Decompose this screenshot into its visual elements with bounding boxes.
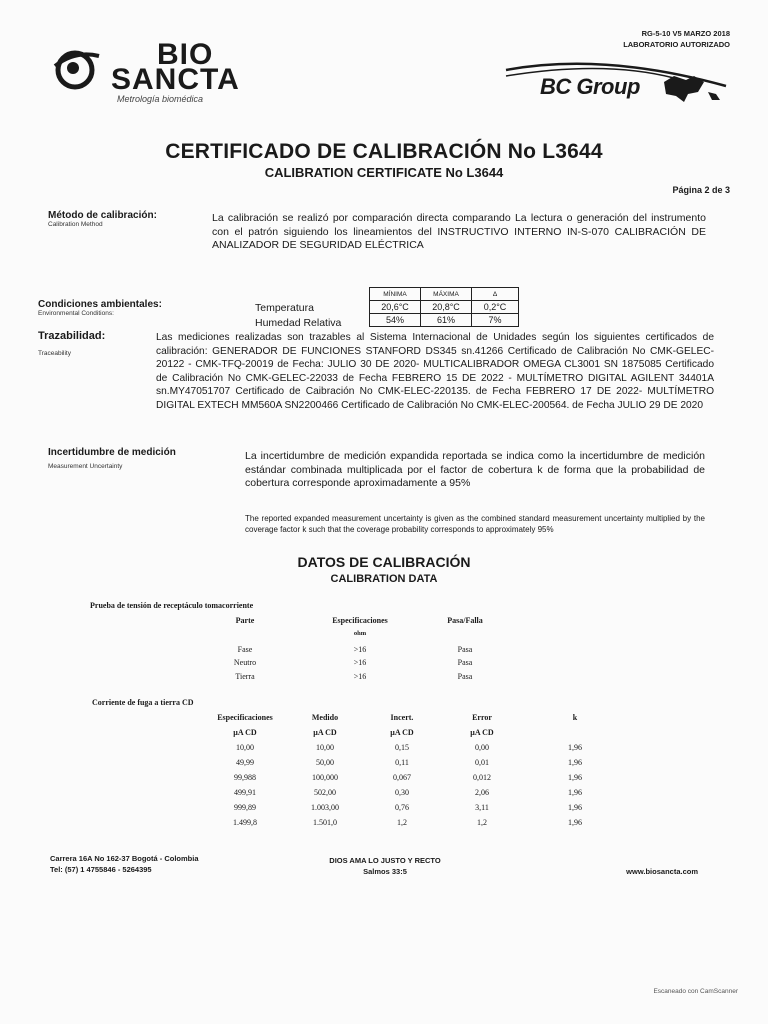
logo-tagline: Metrología biomédica	[117, 94, 204, 104]
doc-code-block	[623, 28, 730, 50]
table2-row5-spec: 1.499,8	[233, 818, 257, 827]
cond-row-name-1: Humedad Relativa	[255, 317, 342, 329]
table2-row1-uncert: 0,11	[395, 758, 409, 767]
table2-row0-spec: 10,00	[236, 743, 254, 752]
table1-title: Prueba de tensión de receptáculo tomacorriente	[90, 601, 254, 610]
method-label-block	[48, 210, 208, 228]
method-label: Método de calibración:	[48, 210, 157, 221]
table2-row3-spec: 499,91	[234, 788, 256, 797]
footer-phone: Tel: (57) 1 4755846 - 5264395	[50, 865, 152, 874]
table2-row4-measured: 1.003,00	[311, 803, 339, 812]
cond-header-max: MÁXIMA	[421, 288, 472, 301]
table2-row2-error: 0,012	[473, 773, 491, 782]
traceability-label-en: Traceability	[38, 350, 71, 357]
table2-row2-measured: 100,000	[312, 773, 338, 782]
table1-row2-pass: Pasa	[457, 672, 473, 681]
table2-row5-measured: 1.501,0	[313, 818, 337, 827]
table2-row5-k: 1,96	[568, 818, 582, 827]
table2-row2-k: 1,96	[568, 773, 582, 782]
hum-min: 54%	[370, 314, 421, 327]
table2-row2-uncert: 0,067	[393, 773, 411, 782]
table2-row2-spec: 99,988	[234, 773, 256, 782]
table2-row0-error: 0,00	[475, 743, 489, 752]
cond-header-delta: Δ	[472, 288, 519, 301]
method-label-en: Calibration Method	[48, 221, 103, 228]
table2-row4-uncert: 0,76	[395, 803, 409, 812]
data-section-title: DATOS DE CALIBRACIÓN	[297, 554, 471, 570]
table1-row0-spec: >16	[353, 645, 367, 654]
table1-row1-pass: Pasa	[457, 658, 473, 667]
uncertainty-label-block	[48, 447, 176, 470]
lab-status: LABORATORIO AUTORIZADO	[623, 40, 730, 49]
table1-row0-part: Fase	[237, 645, 253, 654]
temp-max: 20,8°C	[421, 301, 472, 314]
cond-row-name-0: Temperatura	[255, 302, 314, 314]
table2-title: Corriente de fuga a tierra CD	[92, 698, 194, 707]
table2-row3-uncert: 0,30	[395, 788, 409, 797]
uncertainty-label-en: Measurement Uncertainty	[48, 463, 123, 470]
table2-header-measured: Medido	[311, 713, 339, 722]
data-section-title-en: CALIBRATION DATA	[330, 573, 438, 585]
certificate-title: CERTIFICADO DE CALIBRACIÓN No L3644	[165, 140, 603, 163]
cond-header-min: MÍNIMA	[370, 288, 421, 301]
table2-header-error: Error	[472, 713, 492, 722]
table1-row2-part: Tierra	[235, 672, 255, 681]
hum-max: 61%	[421, 314, 472, 327]
footer-website: www.biosancta.com	[626, 867, 698, 876]
uncertainty-label: Incertidumbre de medición	[48, 447, 176, 458]
table1-row1-spec: >16	[353, 658, 367, 667]
table1-header-pass: Pasa/Falla	[447, 616, 483, 625]
biosancta-logo	[45, 38, 245, 108]
table2-unit-uncert: μA CD	[390, 728, 414, 737]
footer-verse: Salmos 33:5	[363, 867, 407, 876]
table2-row0-uncert: 0,15	[395, 743, 409, 752]
conditions-label-en: Environmental Conditions:	[38, 310, 114, 317]
table2-row3-k: 1,96	[568, 788, 582, 797]
conditions-label: Condiciones ambientales:	[38, 299, 162, 310]
traceability-label-block	[38, 330, 105, 357]
table2-row4-k: 1,96	[568, 803, 582, 812]
table2-row5-error: 1,2	[477, 818, 487, 827]
table1-header-part: Parte	[235, 616, 255, 625]
traceability-label: Trazabilidad:	[38, 330, 106, 342]
table2-row3-measured: 502,00	[314, 788, 336, 797]
table2-header-k: k	[572, 713, 578, 722]
temp-min: 20,6°C	[370, 301, 421, 314]
table2-row4-spec: 999,89	[234, 803, 256, 812]
table2-unit-error: μA CD	[470, 728, 494, 737]
logo-line2: SANCTA	[111, 63, 240, 96]
table2-row4-error: 3,11	[475, 803, 489, 812]
bc-group-text: BC Group	[540, 74, 640, 99]
certificate-subtitle: CALIBRATION CERTIFICATE No L3644	[264, 165, 504, 180]
table2-row1-k: 1,96	[568, 758, 582, 767]
table1-row1-part: Neutro	[233, 658, 257, 667]
footer-motto-block	[300, 855, 470, 877]
conditions-table	[369, 287, 519, 327]
table2-unit-spec: μA CD	[233, 728, 257, 737]
table2-row0-measured: 10,00	[316, 743, 334, 752]
doc-code: RG-5-10 V5 MARZO 2018	[641, 29, 730, 38]
table1-unit: ohm	[353, 630, 367, 637]
footer-motto: DIOS AMA LO JUSTO Y RECTO	[329, 856, 441, 865]
footer-address: Carrera 16A No 162-37 Bogotá - Colombia	[50, 854, 199, 863]
conditions-label-block	[38, 299, 162, 317]
hum-delta: 7%	[472, 314, 519, 327]
table2-row1-measured: 50,00	[316, 758, 334, 767]
table2-unit-measured: μA CD	[313, 728, 337, 737]
table2-row3-error: 2,06	[475, 788, 489, 797]
table2-header-uncert: Incert.	[390, 713, 414, 722]
logo-line1: BIO	[157, 38, 214, 71]
table2-row1-error: 0,01	[475, 758, 489, 767]
table2-header-spec: Especificaciones	[217, 713, 273, 722]
scanner-watermark: Escaneado con CamScanner	[653, 988, 738, 995]
table2-row1-spec: 49,99	[236, 758, 254, 767]
table1-row2-spec: >16	[353, 672, 367, 681]
temp-delta: 0,2°C	[472, 301, 519, 314]
uncertainty-text-es: La incertidumbre de medición expandida reportada se indica como la incertidumbre de medición estándar combinada multiplicada por el factor de cobertura k de forma que la probabilidad de cobertura corresponde aproximadamente a 95%	[245, 450, 705, 489]
bc-group-logo	[504, 56, 730, 106]
table2-row0-k: 1,96	[568, 743, 582, 752]
page-indicator: Página 2 de 3	[672, 185, 730, 195]
footer-contact	[50, 853, 199, 875]
uncertainty-text-en: The reported expanded measurement uncertainty is given as the combined standard measurement uncertainty multiplied by the coverage factor k such that the coverage probability corresponds to approximately 95%	[245, 514, 705, 534]
table1-row0-pass: Pasa	[457, 645, 473, 654]
table2-row5-uncert: 1,2	[397, 818, 407, 827]
globe-logo-icon	[51, 46, 103, 90]
table1-header-spec: Especificaciones	[332, 616, 388, 625]
traceability-text: Las mediciones realizadas son trazables al Sistema Internacional de Unidades según los siguientes certificados de calibración: GENERADOR DE FUNCIONES STANFORD DS345 sn.41266 Certificado de Calibración No CMK-GELEC-20122 - CMK-TFQ-20019 de Fecha: JULIO 30 DE 2020- MULTICALIBRADOR OMEGA CL3001 SN 1875085 Certificado de Calibración No CMK-GELEC-22033 de Fecha FEBRERO 15 DE 2022 - MULTÍMETRO DIGITAL AGILENT 34401A sn.MY47051707 Certificado de Caibración No CMK-ELEC-220135. de Fecha FEBRERO 17 DE 2022- MULTÍMETRO DIGITAL EXTECH MM560A SN2200466 Certificado de Calibración No CMK-ELEC-200564. de Fecha JULIO 29 DE 2020	[156, 332, 714, 411]
method-text: La calibración se realizó por comparación directa comparando La lectura o generación del instrumento con el patrón siguiendo los lineamientos del INSTRUCTIVO INTERNO IN-S-070 CALIBRACIÓN DE ANALIZADOR DE SEGURIDAD ELÉCTRICA	[212, 212, 706, 251]
